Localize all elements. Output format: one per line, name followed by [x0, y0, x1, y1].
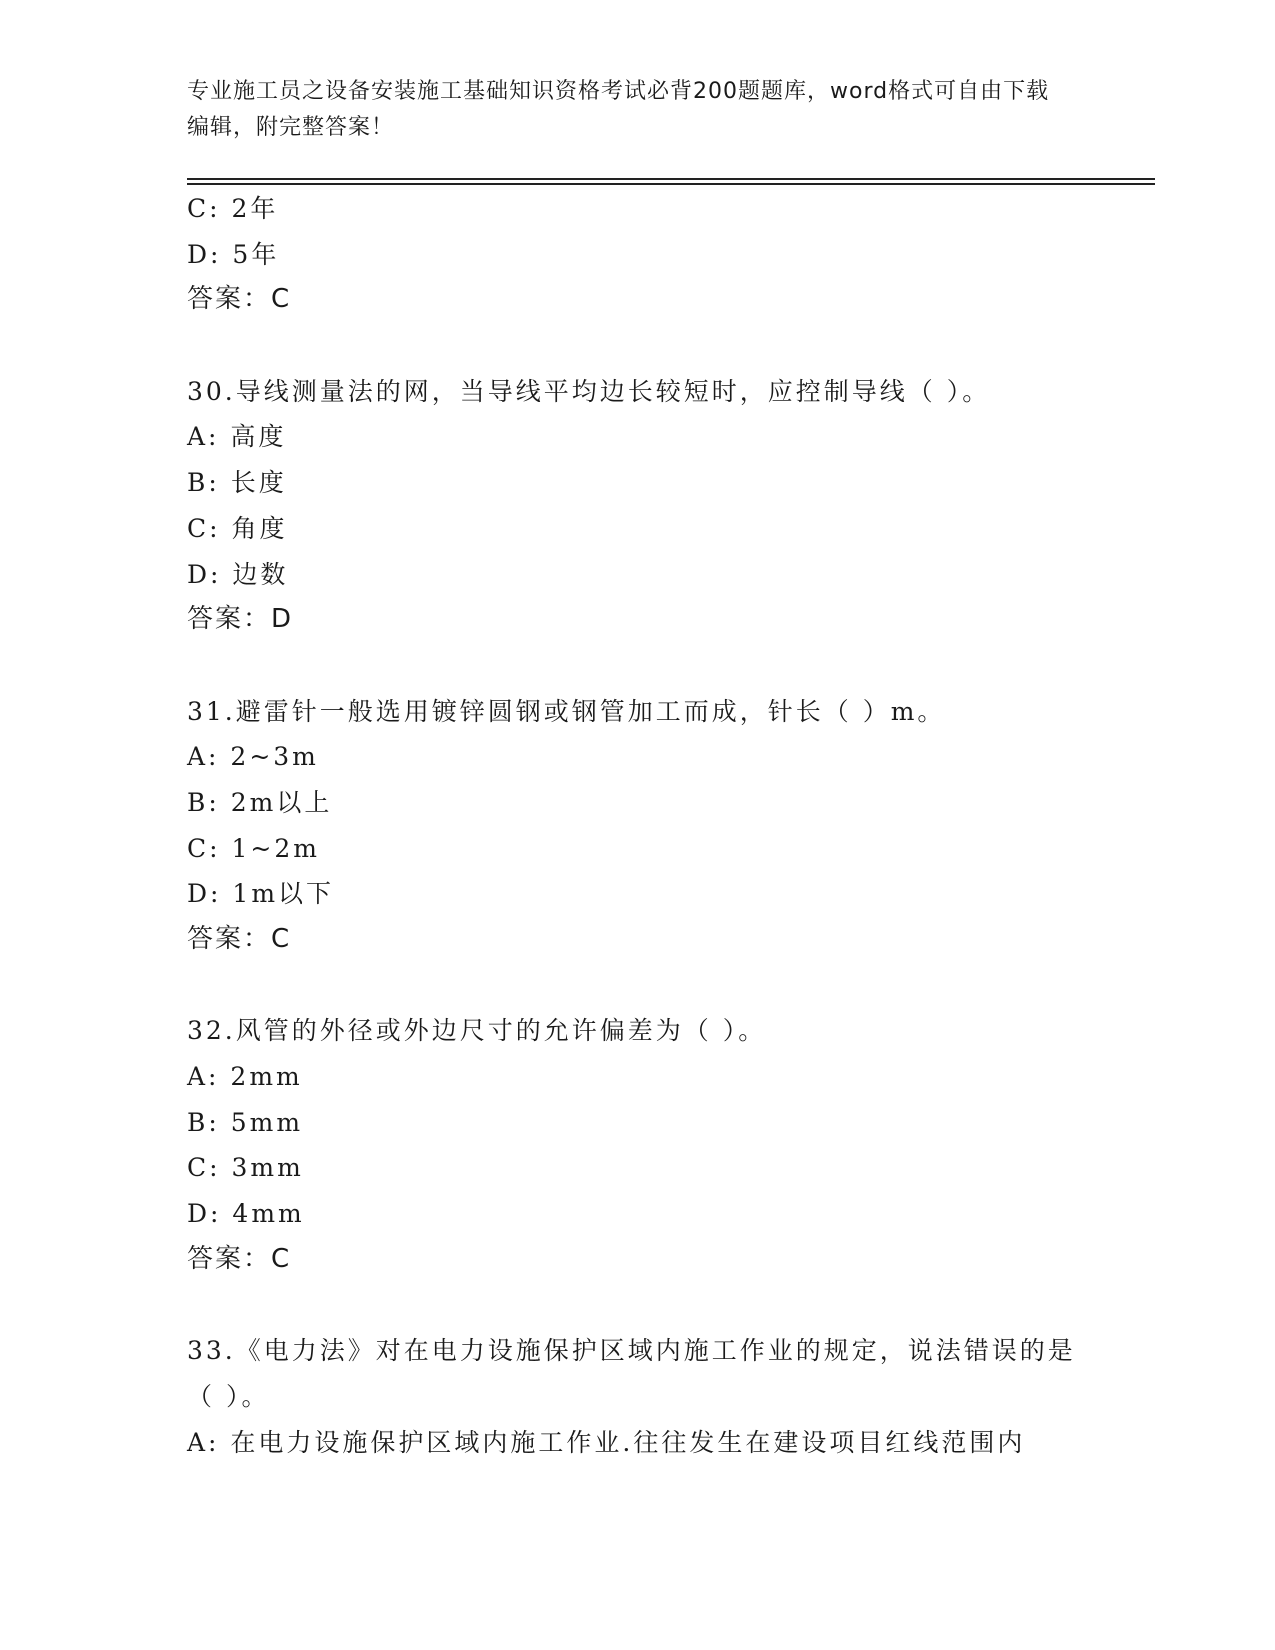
answer-line: 答案：D	[187, 604, 294, 635]
option-line: D: 4mm	[187, 1199, 305, 1229]
option-line: A: 在电力设施保护区域内施工作业.往往发生在建设项目红线范围内	[187, 1427, 1026, 1457]
option-line: A: 2~3m	[187, 742, 319, 772]
option-line: B: 5mm	[187, 1107, 304, 1137]
question-stem: 32.风管的外径或外边尺寸的允许偏差为（ ）。	[187, 1016, 767, 1046]
option-line: A: 2mm	[187, 1062, 303, 1092]
option-line: C: 2年	[187, 194, 279, 223]
spacer	[187, 963, 1087, 1009]
spacer	[187, 323, 1087, 369]
option-line: D: 1m以下	[187, 879, 335, 909]
option-line: C: 角度	[187, 513, 288, 543]
document-header: 专业施工员之设备安装施工基础知识资格考试必背200题题库，word格式可自由下载编辑，附完整答案！	[187, 79, 1050, 140]
question-stem: 33.《电力法》对在电力设施保护区域内施工作业的规定，说法错误的是（ ）。	[187, 1336, 1076, 1411]
question-stem: 30.导线测量法的网，当导线平均边长较短时，应控制导线（ ）。	[187, 376, 991, 406]
spacer	[187, 643, 1087, 689]
header-rule-top	[187, 178, 1155, 180]
option-line: B: 2m以上	[187, 787, 333, 817]
answer-line: 答案：C	[187, 924, 292, 954]
question-list	[187, 186, 1087, 1465]
option-line: D: 5年	[187, 239, 280, 269]
option-line: C: 3mm	[187, 1153, 304, 1183]
option-line: C: 1~2m	[187, 833, 320, 863]
question-stem: 31.避雷针一般选用镀锌圆钢或钢管加工而成，针长（ ）m。	[187, 696, 946, 726]
spacer	[187, 1283, 1087, 1329]
option-line: A: 高度	[187, 422, 287, 452]
answer-line: 答案：C	[187, 1243, 292, 1274]
header-rule-bottom	[187, 183, 1155, 185]
option-line: B: 长度	[187, 468, 287, 498]
answer-line: 答案：C	[187, 284, 292, 315]
option-line: D: 边数	[187, 559, 289, 589]
